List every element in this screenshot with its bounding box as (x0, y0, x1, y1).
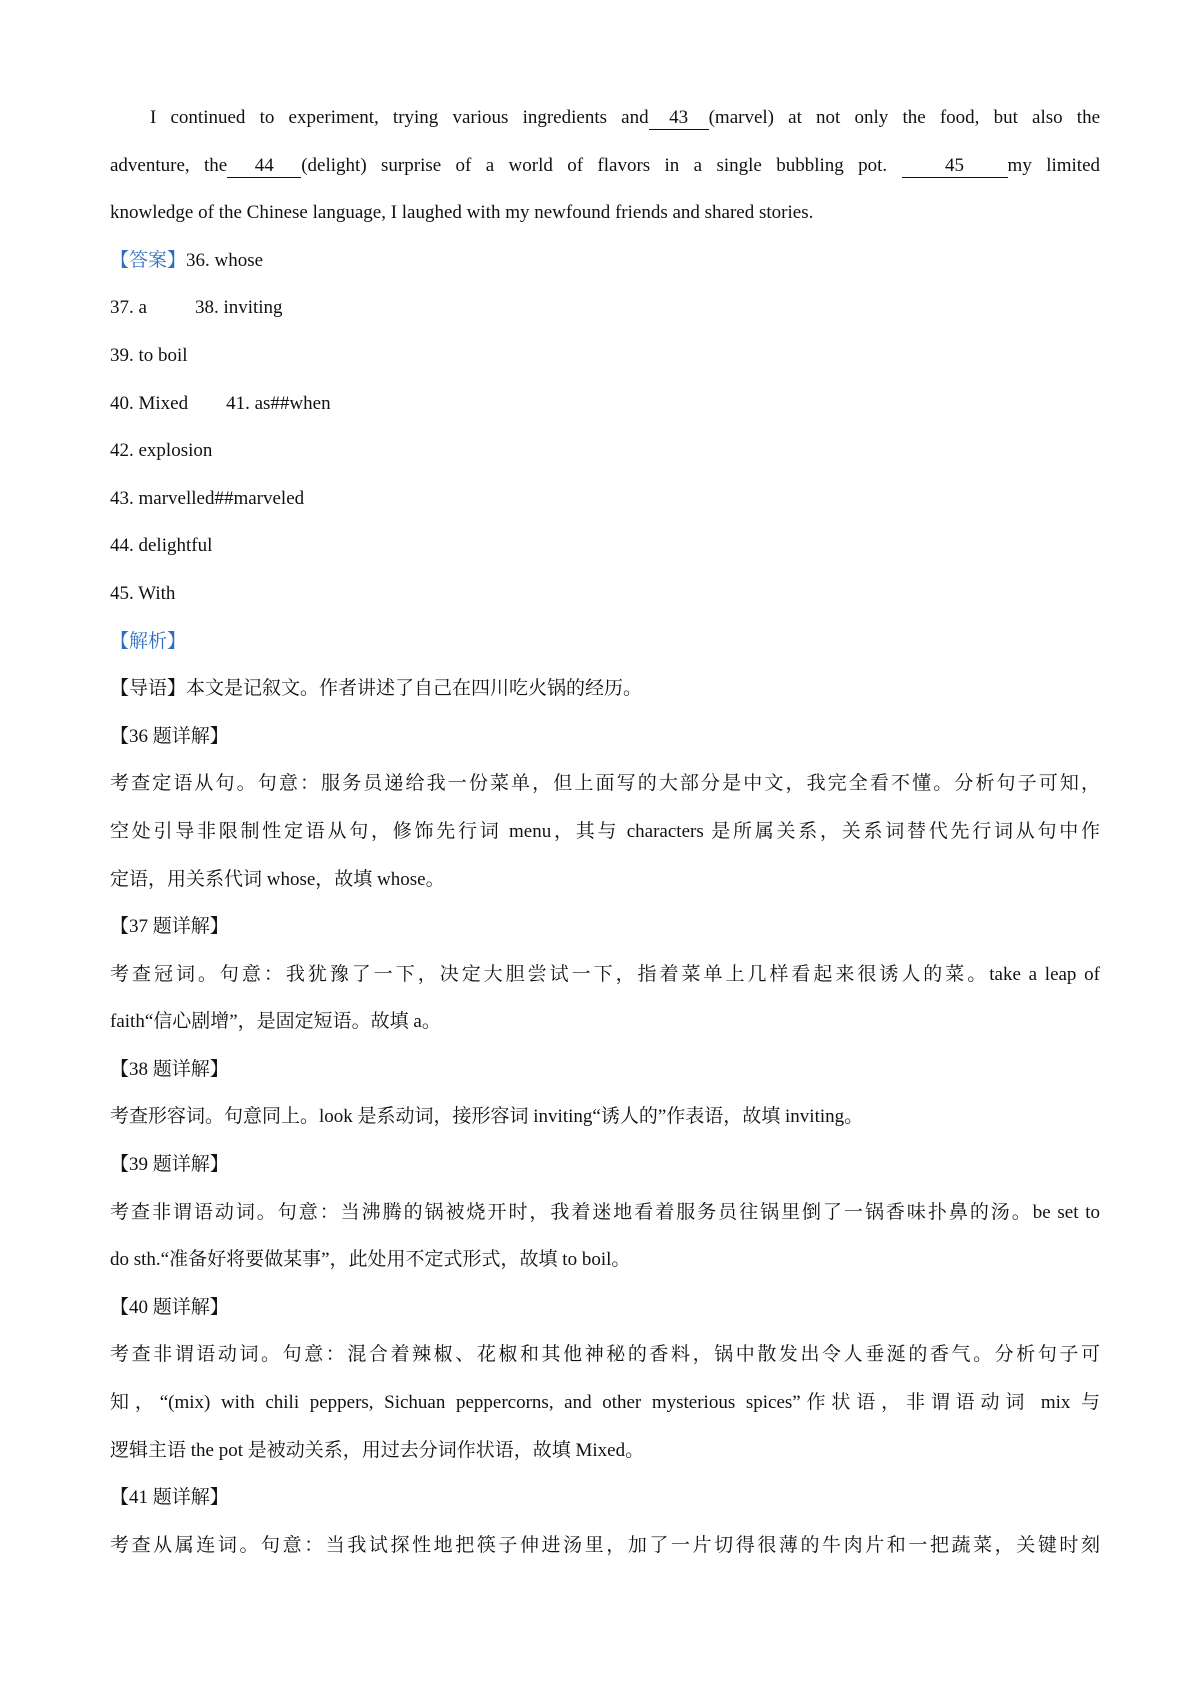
passage-text: I continued to experiment, trying various ingredients and (150, 107, 649, 128)
q41-heading: 【41 题详解】 (110, 1487, 229, 1509)
passage-text: my limited (1007, 154, 1100, 176)
q36-text-line: 定语，用关系代词 whose，故填 whose。 (110, 868, 445, 890)
q39-text-line: do sth.“准备好将要做某事”，此处用不定式形式，故填 to boil。 (110, 1249, 631, 1271)
passage-line-1 (110, 94, 1100, 142)
answer-42: 42. explosion (110, 440, 213, 462)
answer-43: 43. marvelled##marveled (110, 487, 305, 509)
answer-37: 37. a (110, 297, 147, 319)
passage-line-3: knowledge of the Chinese language, I laughed with my newfound friends and shared stories. (110, 202, 814, 224)
answer-label: 【答案】 (110, 249, 187, 271)
answer-40: 40. Mixed (110, 392, 189, 414)
answer-41: 41. as##when (226, 392, 331, 414)
answer-44: 44. delightful (110, 535, 213, 557)
blank-43: 43 (649, 107, 709, 130)
passage-text: adventure, the (110, 154, 228, 176)
passage-text: (delight) surprise of a world of flavors in a single bubbling pot. (301, 154, 888, 176)
q37-text-line: 考查冠词。句意：我犹豫了一下，决定大胆尝试一下，指着菜单上几样看起来很诱人的菜。take a leap of (110, 963, 1100, 985)
answer-36: 36. whose (186, 249, 264, 271)
q40-heading: 【40 题详解】 (110, 1296, 229, 1318)
q36-text-line: 考查定语从句。句意：服务员递给我一份菜单，但上面写的大部分是中文，我完全看不懂。分析句子可知， (110, 773, 1100, 795)
answer-row-4 (110, 380, 1100, 428)
answer-row-2 (110, 284, 1100, 332)
q37-heading: 【37 题详解】 (110, 916, 229, 938)
passage-line-2 (110, 142, 1100, 190)
q37-text-line: faith“信心剧增”，是固定短语。故填 a。 (110, 1011, 441, 1033)
q36-text-line: 空处引导非限制性定语从句，修饰先行词 menu，其与 characters 是所属关系，关系词替代先行词从句中作 (110, 820, 1100, 842)
answer-row-1 (110, 237, 1100, 285)
q38-text-line: 考查形容词。句意同上。look 是系动词，接形容词 inviting“诱人的”作表语，故填 inviting。 (110, 1106, 864, 1128)
q39-heading: 【39 题详解】 (110, 1154, 229, 1176)
q40-text-line: 逻辑主语 the pot 是被动关系，用过去分词作状语，故填 Mixed。 (110, 1439, 645, 1461)
passage-text: (marvel) at not only the food, but also the (708, 107, 1100, 128)
blank-44: 44 (227, 155, 301, 178)
q36-heading: 【36 题详解】 (110, 725, 229, 747)
answer-38: 38. inviting (194, 297, 283, 319)
document-page (110, 94, 1100, 1569)
q40-text-line: 考查非谓语动词。句意：混合着辣椒、花椒和其他神秘的香料，锅中散发出令人垂涎的香气。分析句子可 (110, 1344, 1100, 1366)
q41-text-line: 考查从属连词。句意：当我试探性地把筷子伸进汤里，加了一片切得很薄的牛肉片和一把蔬菜，关键时刻 (110, 1534, 1100, 1556)
q40-text-line: 知，“(mix) with chili peppers, Sichuan peppercorns, and other mysterious spices”作状语，非谓语动词 mix 与 (110, 1392, 1100, 1414)
answer-45: 45. With (110, 582, 176, 604)
analysis-intro: 【导语】本文是记叙文。作者讲述了自己在四川吃火锅的经历。 (110, 678, 643, 700)
analysis-label: 【解析】 (110, 630, 187, 652)
q38-heading: 【38 题详解】 (110, 1058, 229, 1080)
q39-text-line: 考查非谓语动词。句意：当沸腾的锅被烧开时，我着迷地看着服务员往锅里倒了一锅香味扑鼻的汤。be set to (110, 1201, 1100, 1223)
answer-39: 39. to boil (110, 344, 188, 366)
blank-45: 45 (902, 155, 1008, 178)
